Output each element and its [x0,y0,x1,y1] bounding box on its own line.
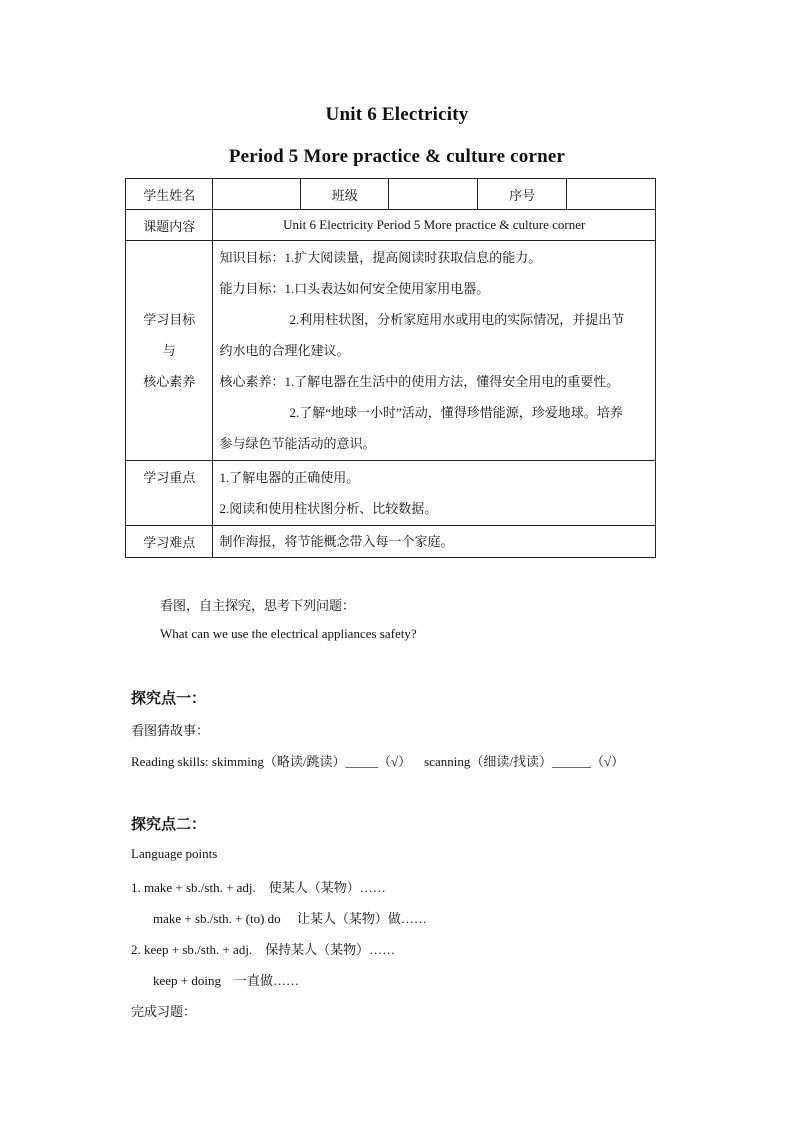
section-text: 完成习题： [131,1004,197,1019]
class-cell[interactable] [389,179,478,210]
table-row [126,526,656,558]
objective-line: 约水电的合理化建议。 [219,343,350,358]
key-point-line: 1.了解电器的正确使用。 [219,470,360,485]
difficulty-content [213,526,656,558]
table-row [126,179,656,210]
key-points-label-text: 学习重点 [143,470,196,485]
language-point: keep + doing 一直做…… [153,973,299,988]
key-point-line: 2.阅读和使用柱状图分析、比较数据。 [219,501,438,516]
objective-line: 2.了解“地球一小时”活动，懂得珍惜能源，珍爱地球。培养 [289,405,623,420]
objectives-label-line: 与 [162,343,176,358]
section-heading: 探究点一： [131,691,207,707]
key-points-label [126,461,213,526]
page-subtitle: Period 5 More practice & culture corner [228,146,566,167]
language-point: make + sb./sth. + (to) do 让某人（某物）做…… [153,911,427,926]
objective-line: 核心素养：1.了解电器在生活中的使用方法，懂得安全用电的重要性。 [219,374,620,389]
section-text: 看图猜故事： [131,723,210,738]
student-name-label: 学生姓名 [126,179,213,210]
difficulty-label: 学习难点 [126,526,213,558]
seat-number-label: 序号 [478,179,567,210]
reading-skills-line: Reading skills: skimming（略读/跳读）_____（√） scanning（细读/找读）______（√） [131,754,625,769]
section-text: Language points [131,846,218,861]
intro-question: What can we use the electrical appliances safety? [160,626,417,641]
objectives-label-line: 学习目标 [143,312,196,327]
difficulty-value: 制作海报，将节能概念带入每一个家庭。 [219,534,454,549]
objective-line: 参与绿色节能活动的意识。 [219,436,376,451]
section-heading: 探究点二： [131,817,207,833]
page-title: Unit 6 Electricity [325,104,469,125]
seat-number-cell[interactable] [567,179,656,210]
intro-instruction: 看图，自主探究，思考下列问题： [160,598,356,613]
table-row [126,241,656,461]
table-row [126,461,656,526]
language-point: 1. make + sb./sth. + adj. 使某人（某物）…… [131,880,386,895]
topic-label: 课题内容 [126,210,213,241]
objective-line: 能力目标：1.口头表达如何安全使用家用电器。 [219,281,490,296]
key-points-content [213,461,656,526]
class-label: 班级 [301,179,389,210]
table-row [126,210,656,241]
objectives-label-line: 核心素养 [143,374,196,389]
objective-line: 知识目标：1.扩大阅读量，提高阅读时获取信息的能力。 [219,250,542,265]
objectives-content [213,241,656,461]
language-point: 2. keep + sb./sth. + adj. 保持某人（某物）…… [131,942,396,957]
student-name-cell[interactable] [213,179,301,210]
topic-value: Unit 6 Electricity Period 5 More practice & culture corner [213,210,656,241]
lesson-info-table [125,178,656,558]
objective-line: 2.利用柱状图，分析家庭用水或用电的实际情况，并提出节 [289,312,625,327]
objectives-label [126,241,213,461]
